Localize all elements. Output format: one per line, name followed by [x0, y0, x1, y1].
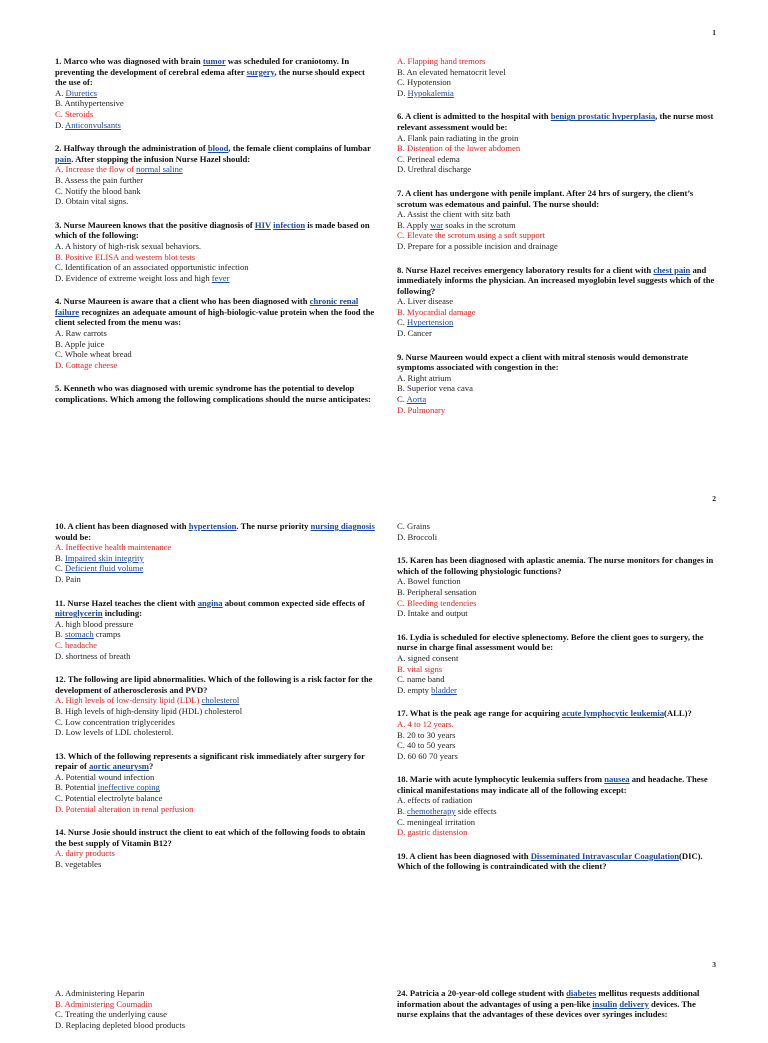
text-segment: C. headache [55, 639, 97, 650]
keyword-link[interactable]: nursing diagnosis [310, 521, 375, 531]
page-number: 1 [712, 28, 716, 37]
keyword-link[interactable]: tumor [202, 56, 226, 66]
text-segment: recognizes an adequate amount of high-biologic-value protein when the food the client selected from the menu was: [55, 306, 375, 328]
question-block [55, 598, 375, 662]
question-block [397, 56, 717, 98]
text-segment: B. Superior vena cava [397, 383, 473, 394]
keyword-link[interactable]: chemotherapy [407, 806, 456, 817]
text-segment: 19. A client has been diagnosed with [397, 850, 531, 861]
answer-option [397, 730, 717, 741]
question-block [397, 555, 717, 619]
question-block [397, 988, 717, 1020]
text-segment: C. Treating the underlying cause [55, 1009, 167, 1020]
question-stem [397, 352, 717, 373]
text-segment: 14. Nurse Josie should instruct the client to eat which of the following foods to obtain the best supply of Vitamin B12? [55, 827, 366, 848]
question-stem [397, 851, 717, 872]
text-segment: 16. Lydia is scheduled for elective splenectomy. Before the client goes to surgery, the nurse in charge final assessment would be: [397, 631, 704, 653]
answer-option [55, 349, 375, 360]
question-block [55, 674, 375, 738]
answer-option-correct [397, 307, 717, 318]
question-stem [397, 111, 717, 132]
answer-option [55, 651, 375, 662]
question-block [55, 988, 375, 1030]
text-segment: B. Antihypertensive [55, 98, 124, 109]
text-segment: D. Broccoli [397, 531, 438, 542]
keyword-link[interactable]: aortic aneurysm [89, 761, 149, 772]
answer-option [55, 120, 375, 131]
question-block [397, 265, 717, 339]
text-segment: 17. What is the peak age range for acquiring [397, 708, 562, 719]
keyword-link[interactable]: fever [211, 272, 230, 283]
text-segment: would be: [55, 531, 92, 542]
answer-option-correct [397, 405, 717, 416]
text-segment: B. Distention of the lower abdomen [397, 143, 521, 154]
text-segment: D. [397, 87, 408, 98]
keyword-link[interactable]: chest pain [653, 264, 691, 275]
text-segment: devices. The nurse explains that the advantages of these devices over syringes includes: [397, 998, 696, 1020]
answer-option [397, 587, 717, 598]
question-stem [55, 56, 375, 88]
text-segment: B. Myocardial damage [397, 306, 476, 317]
answer-option-correct [55, 542, 375, 553]
text-segment: soaks in the scrotum [443, 219, 516, 230]
text-segment: D. Cottage cheese [55, 359, 118, 370]
answer-option [397, 795, 717, 806]
text-segment: A. Increase the flow of [55, 164, 137, 175]
answer-option [55, 629, 375, 640]
text-segment: A. high blood pressure [55, 618, 134, 629]
right-column [397, 56, 717, 428]
question-stem [55, 674, 375, 695]
text-segment: A. Right atrium [397, 372, 452, 383]
answer-option [55, 859, 375, 870]
text-segment: , the female client complains of lumbar [228, 143, 371, 154]
text-segment: A. Liver disease [397, 296, 454, 307]
page-2 [0, 480, 768, 956]
text-segment: B. High levels of high-density lipid (HDL) cholesterol [55, 705, 243, 716]
text-segment: C. [55, 563, 66, 574]
text-segment: A. 4 to 12 years. [397, 718, 454, 729]
text-segment: A. signed consent [397, 652, 459, 663]
answer-option [397, 608, 717, 619]
text-segment: C. meningeal irritation [397, 816, 476, 827]
text-segment: D. Pulmonary [397, 404, 446, 415]
question-block [397, 851, 717, 872]
question-stem [55, 521, 375, 542]
answer-option [55, 328, 375, 339]
answer-option [397, 576, 717, 587]
answer-option [55, 241, 375, 252]
question-block [55, 220, 375, 284]
text-segment: mellitus requests additional information about the advantages of using a pen-like [397, 988, 700, 1009]
text-segment: B. Apply [397, 219, 431, 230]
text-segment: B. Apple juice [55, 338, 105, 349]
text-segment: about common expected side effects of [222, 597, 365, 608]
text-segment: D. gastric distension [397, 827, 468, 838]
text-segment: , the nurse should expect the use of: [55, 66, 365, 88]
answer-option [397, 373, 717, 384]
text-segment: 2. Halfway through the administration of [55, 143, 208, 154]
question-block [397, 188, 717, 252]
page-number: 3 [712, 960, 716, 969]
text-segment: A. Administering Heparin [55, 988, 145, 998]
answer-option [397, 220, 717, 231]
text-segment: A. dairy products [55, 848, 115, 859]
text-segment: 9. Nurse Maureen would expect a client with mitral stenosis would demonstrate symptoms associated with congestion in the: [397, 351, 689, 373]
question-stem [397, 188, 717, 209]
text-segment: A. [55, 87, 66, 98]
text-segment: B. [55, 629, 66, 640]
text-segment: 5. Kenneth who was diagnosed with uremic syndrome has the potential to develop complications. Which among the following complications should the nurse anticipates: [55, 383, 371, 405]
text-segment: B. Assess the pain further [55, 174, 144, 185]
left-column [55, 521, 375, 883]
text-segment: D. Potential alteration in renal perfusion [55, 803, 194, 814]
keyword-link[interactable]: pain [55, 153, 72, 164]
keyword-link[interactable]: HIV [254, 219, 271, 230]
answer-option [397, 317, 717, 328]
text-segment: B. [397, 806, 408, 817]
question-stem [397, 632, 717, 653]
question-stem [397, 708, 717, 719]
text-segment: 8. Nurse Hazel receives emergency laboratory results for a client with [397, 264, 654, 275]
question-block [397, 352, 717, 416]
question-stem [397, 988, 717, 1020]
text-segment: including: [102, 608, 142, 619]
answer-option [397, 209, 717, 220]
text-segment: D. 60 60 70 years [397, 750, 458, 761]
text-segment: A. Flank pain radiating in the groin [397, 132, 519, 143]
text-segment: C. Low concentration triglycerides [55, 716, 175, 727]
answer-option [397, 296, 717, 307]
text-segment: 6. A client is admitted to the hospital with [397, 111, 551, 122]
text-segment: C. Elevate the scrotum using a soft support [397, 230, 545, 241]
keyword-link[interactable]: chronic renal failure [55, 296, 359, 317]
text-segment: is made based on which of the following: [55, 219, 370, 241]
answer-option-correct [55, 640, 375, 651]
answer-option [55, 772, 375, 783]
text-segment: A. Raw carrots [55, 328, 107, 339]
text-segment: C. [397, 317, 408, 328]
text-segment: 4. Nurse Maureen is aware that a client who has been diagnosed with [55, 296, 310, 307]
text-segment: D. Evidence of extreme weight loss and high [55, 272, 212, 283]
text-segment: and immediately informs the physician. An increased myoglobin level suggests which of the following? [397, 264, 715, 296]
keyword-link[interactable]: nitroglycerin [55, 608, 103, 619]
question-block [55, 383, 375, 404]
question-stem [397, 265, 717, 297]
keyword-link[interactable]: surgery [246, 66, 275, 77]
text-segment: A. effects of radiation [397, 795, 473, 806]
answer-option [55, 196, 375, 207]
answer-option-correct [397, 143, 717, 154]
question-stem [55, 751, 375, 772]
answer-option [55, 262, 375, 273]
text-segment: D. Pain [55, 573, 81, 584]
answer-option [55, 574, 375, 585]
answer-option [397, 154, 717, 165]
text-segment: A. High levels of low-density lipid (LDL) [55, 695, 202, 706]
text-segment: C. Bleeding tendencies [397, 597, 477, 608]
text-segment: B. An elevated hematocrit level [397, 66, 506, 77]
question-block [55, 56, 375, 130]
text-segment: D. Low levels of LDL cholesterol. [55, 727, 174, 738]
answer-option-correct [55, 848, 375, 859]
keyword-link[interactable]: Hypokalemia [407, 87, 454, 98]
question-block [397, 632, 717, 696]
answer-option [55, 273, 375, 284]
question-stem [397, 555, 717, 576]
answer-option-correct [55, 999, 375, 1010]
text-segment: B. vital signs [397, 663, 443, 674]
keyword-link[interactable]: stomach [65, 629, 94, 640]
text-segment: D. Obtain vital signs. [55, 196, 129, 207]
answer-option-correct [55, 804, 375, 815]
answer-option [55, 619, 375, 630]
text-segment: 11. Nurse Hazel teaches the client with [55, 597, 198, 608]
keyword-link[interactable]: bladder [431, 684, 457, 695]
answer-option [397, 383, 717, 394]
question-block [55, 521, 375, 585]
text-segment: C. Steroids [55, 108, 94, 119]
right-column [397, 988, 717, 1033]
text-segment: 12. The following are lipid abnormalities. Which of the following is a risk factor for the development of atherosclerosis and PVD? [55, 674, 373, 695]
answer-option [397, 394, 717, 405]
text-segment: side effects [455, 806, 497, 817]
text-segment: C. Perineal edema [397, 153, 460, 164]
question-block [55, 296, 375, 370]
text-segment: 3. Nurse Maureen knows that the positive diagnosis of [55, 219, 255, 230]
question-stem [55, 296, 375, 328]
text-segment: A. Assist the client with sitz bath [397, 209, 511, 220]
question-stem [55, 220, 375, 241]
keyword-link[interactable]: delivery [619, 998, 649, 1009]
text-segment: C. Notify the blood bank [55, 185, 141, 196]
keyword-link[interactable]: infection [273, 219, 306, 230]
answer-option [55, 1009, 375, 1020]
right-column [397, 521, 717, 885]
answer-option [397, 241, 717, 252]
text-segment: B. 20 to 30 years [397, 729, 456, 740]
answer-option-correct [397, 598, 717, 609]
answer-option [55, 727, 375, 738]
question-stem [55, 827, 375, 848]
question-block [397, 521, 717, 542]
answer-option [397, 806, 717, 817]
text-segment: D. Cancer [397, 328, 432, 339]
answer-option-correct [55, 695, 375, 706]
keyword-link[interactable]: ineffective coping [97, 782, 160, 793]
text-segment: A. Flapping hand tremors [397, 56, 486, 66]
answer-option [55, 793, 375, 804]
keyword-link[interactable]: blood [207, 143, 229, 154]
text-segment: B. Positive ELISA and western blot tests [55, 251, 196, 262]
answer-option-correct [397, 230, 717, 241]
text-segment: A. Bowel function [397, 576, 461, 587]
question-block [55, 143, 375, 207]
answer-option [55, 88, 375, 99]
text-segment: D. shortness of breath [55, 650, 131, 661]
text-segment: B. Administering Coumadin [55, 998, 153, 1009]
answer-option [397, 751, 717, 762]
answer-option [55, 717, 375, 728]
answer-option [397, 328, 717, 339]
keyword-link[interactable]: normal saline [136, 164, 183, 175]
text-segment: , the nurse most relevant assessment would be: [397, 111, 714, 132]
keyword-link[interactable]: Aorta [406, 394, 427, 405]
answer-option-correct [55, 360, 375, 371]
text-segment: D. Replacing depleted blood products [55, 1019, 186, 1030]
question-stem [55, 383, 375, 404]
answer-option [55, 98, 375, 109]
question-block [397, 774, 717, 838]
text-segment: . The nurse priority [236, 521, 311, 531]
text-segment: B. Potential [55, 782, 98, 793]
answer-option [55, 782, 375, 793]
answer-option [397, 164, 717, 175]
text-segment: 1. Marco who was diagnosed with brain [55, 56, 203, 66]
text-segment: A. Potential wound infection [55, 771, 155, 782]
page-3 [0, 956, 768, 1030]
answer-option [397, 521, 717, 532]
question-stem [55, 598, 375, 619]
text-segment: (ALL)? [664, 708, 692, 719]
text-segment: . After stopping the infusion Nurse Hazel should: [71, 153, 251, 164]
keyword-link[interactable]: war [430, 219, 444, 230]
text-segment: C. Identification of an associated opportunistic infection [55, 262, 249, 273]
text-segment: C. Hypotension [397, 77, 451, 88]
text-segment: 10. A client has been diagnosed with [55, 521, 189, 531]
answer-option [397, 653, 717, 664]
keyword-link[interactable]: diabetes [566, 988, 597, 998]
answer-option-correct [397, 664, 717, 675]
answer-option [55, 1020, 375, 1031]
text-segment: C. Whole wheat bread [55, 349, 132, 360]
text-segment: 15. Karen has been diagnosed with aplastic anemia. The nurse monitors for changes in which of the following physiologic functions? [397, 555, 714, 576]
text-segment: 24. Patricia a 20-year-old college student with [397, 988, 567, 998]
answer-option [55, 175, 375, 186]
answer-option-correct [55, 109, 375, 120]
question-block [55, 751, 375, 815]
keyword-link[interactable]: Hypertension [407, 317, 454, 328]
page-1 [0, 0, 768, 480]
keyword-link[interactable]: Impaired skin integrity [65, 552, 144, 563]
question-block [55, 827, 375, 869]
answer-option [397, 77, 717, 88]
answer-option [397, 133, 717, 144]
answer-option [397, 740, 717, 751]
text-segment: B. Peripheral sensation [397, 586, 477, 597]
text-segment: 13. Which of the following represents a significant risk immediately after surgery for repair of [55, 750, 365, 772]
text-segment: 18. Marie with acute lymphocytic leukemia suffers from [397, 774, 605, 785]
text-segment: was scheduled for craniotomy. In preventing the development of cerebral edema after [55, 56, 350, 77]
keyword-link[interactable]: angina [197, 597, 223, 608]
text-segment: C. [397, 394, 407, 405]
keyword-link[interactable]: cholesterol [201, 695, 240, 706]
question-stem [397, 774, 717, 795]
text-segment: A. A history of high-risk sexual behaviors. [55, 240, 202, 251]
answer-option [397, 67, 717, 78]
left-column [55, 988, 375, 1043]
answer-option [55, 186, 375, 197]
answer-option-correct [397, 56, 717, 67]
text-segment: C. Grains [397, 521, 430, 531]
text-segment: A. Ineffective health maintenance [55, 542, 172, 553]
keyword-link[interactable]: insulin [592, 998, 618, 1009]
text-segment: B. vegetables [55, 859, 102, 870]
text-segment: ? [148, 761, 154, 772]
text-segment: D. empty [397, 684, 432, 695]
text-segment: D. Prepare for a possible incision and drainage [397, 240, 558, 251]
question-block [397, 111, 717, 175]
answer-option [55, 553, 375, 564]
answer-option [55, 988, 375, 999]
left-column [55, 56, 375, 418]
keyword-link[interactable]: acute lymphocytic leukemia [561, 708, 665, 719]
text-segment: cramps [93, 629, 121, 640]
text-segment: D. Intake and output [397, 608, 468, 619]
keyword-link[interactable]: hypertension [188, 521, 237, 531]
answer-option-correct [55, 252, 375, 263]
answer-option [55, 706, 375, 717]
text-segment: (DIC). Which of the following is contraindicated with the client? [397, 850, 703, 872]
answer-option [397, 817, 717, 828]
text-segment: D. [55, 119, 66, 130]
answer-option [397, 88, 717, 99]
keyword-link[interactable]: Disseminated Intravascular Coagulation [530, 850, 680, 861]
text-segment: B. [55, 552, 66, 563]
answer-option [397, 532, 717, 543]
keyword-link[interactable]: Diuretics [65, 87, 98, 98]
text-segment: C. name band [397, 674, 445, 685]
answer-option-correct [397, 827, 717, 838]
page-number: 2 [712, 494, 716, 503]
keyword-link[interactable]: benign prostatic hyperplasia [550, 111, 656, 122]
question-stem [55, 143, 375, 164]
answer-option-correct [55, 164, 375, 175]
text-segment: C. 40 to 50 years [397, 740, 456, 751]
text-segment: and headache. These clinical manifestations may indicate all of the following except: [397, 774, 708, 795]
keyword-link[interactable]: Anticonvulsants [65, 119, 121, 130]
text-segment: D. Urethral discharge [397, 164, 472, 175]
keyword-link[interactable]: nausea [604, 774, 630, 785]
answer-option [55, 563, 375, 574]
keyword-link[interactable]: Deficient fluid volume [65, 563, 144, 574]
answer-option-correct [397, 719, 717, 730]
answer-option [397, 674, 717, 685]
question-block [397, 708, 717, 761]
answer-option [397, 685, 717, 696]
text-segment: C. Potential electrolyte balance [55, 793, 163, 804]
answer-option [55, 339, 375, 350]
text-segment: 7. A client has undergone with penile implant. After 24 hrs of surgery, the client’s scrotum was edematous and painful. The nurse should: [397, 187, 694, 209]
